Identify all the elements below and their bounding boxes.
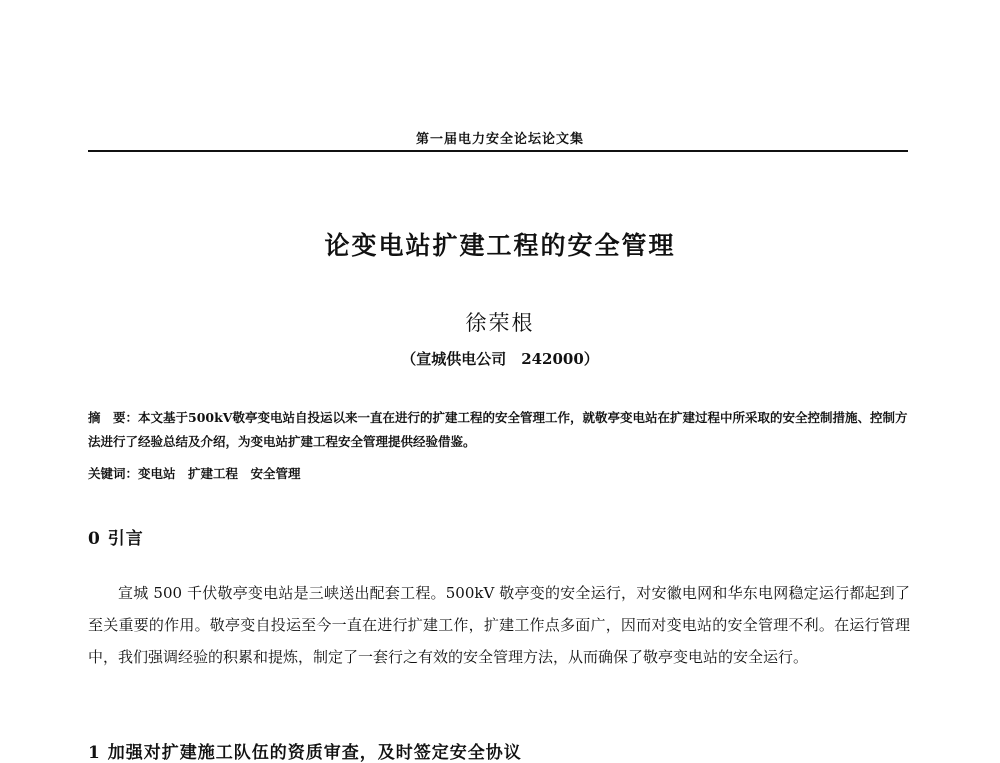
running-header: 第一届电力安全论坛论文集 [415, 132, 584, 147]
header-rule [88, 150, 908, 152]
abstract-text: 本文基于500kV敬亭变电站自投运以来一直在进行的扩建工程的安全管理工作，就敬亭变电站在扩建过程中所采取的安全控制措施、控制方法进行了经验总结及介绍，为变电站扩建工程安全管理提供经验借鉴。 [88, 410, 908, 449]
abstract-label: 摘 要： [88, 410, 139, 425]
paper-title: 论变电站扩建工程的安全管理 [324, 231, 676, 260]
abstract [88, 406, 910, 454]
author-affiliation: （宣城供电公司 242000） [401, 350, 599, 368]
section-heading-introduction: 0 引言 [88, 529, 144, 549]
keywords-label: 关键词： [88, 466, 139, 481]
section-heading-qualification-review: 1 加强对扩建施工队伍的资质审查，及时签定安全协议 [88, 743, 522, 763]
keywords-text: 变电站 扩建工程 安全管理 [138, 466, 301, 481]
keywords [88, 462, 910, 486]
paper-author: 徐荣根 [465, 311, 535, 335]
introduction-paragraph: 宣城 500 千伏敬亭变电站是三峡送出配套工程。500kV 敬亭变的安全运行，对安徽电网和华东电网稳定运行都起到了至关重要的作用。敬亭变自投运至今一直在进行扩建工作，扩建工作点多面广，因而对变电站的安全管理不利。在运行管理中，我们强调经验的积累和提炼，制定了一套行之有效的安全管理方法，从而确保了敬亭变电站的安全运行。 [88, 584, 910, 666]
